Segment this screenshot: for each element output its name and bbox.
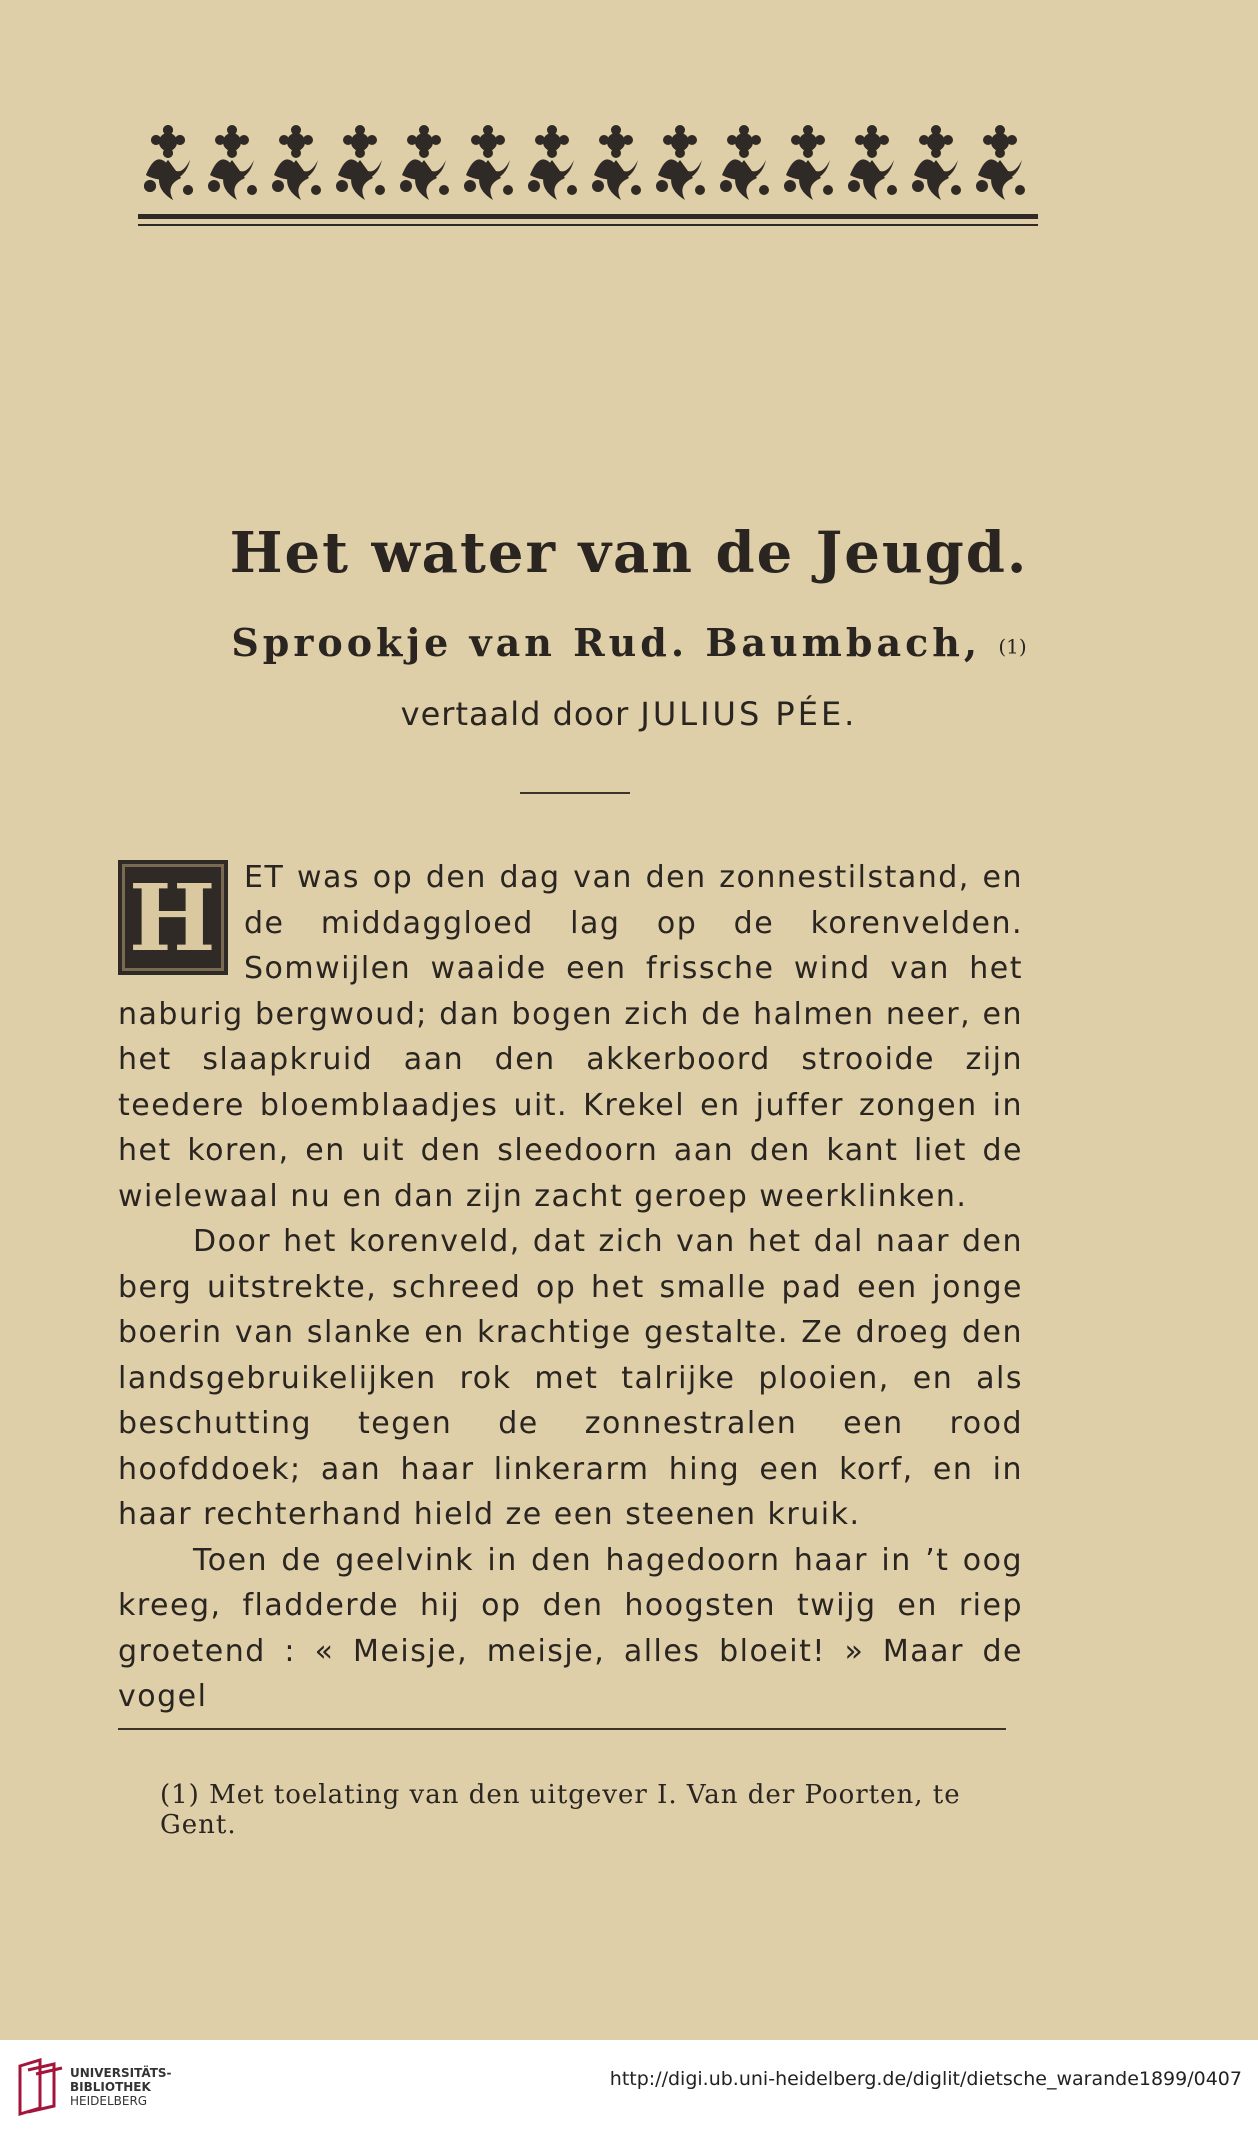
library-name: UNIVERSITÄTS- BIBLIOTHEK HEIDELBERG [70, 2066, 172, 2108]
footer-bar [0, 2040, 1258, 2130]
dropcap-initial: H [118, 860, 228, 975]
footnote-marker: (1) [998, 634, 1027, 659]
paragraph-1-text: ET was op den dag van den zonnestilstand, en de middaggloed lag op de korenvelden. Somwijlen waaide een frissche wind van het naburig bergwoud; dan bogen zich de halmen neer, en het slaapkruid aan den akkerboord strooide zijn teedere bloemblaadjes uit. Krekel en juffer zongen in het koren, en uit den sleedoorn aan den kant liet de wielewaal nu en dan zijn zacht geroep weerklinken. [118, 860, 1023, 1214]
translator-prefix: vertaald door [400, 695, 630, 733]
paragraph-2: Door het korenveld, dat zich van het dal naar den berg uitstrekte, schreed op het smalle pad een jonge boerin van slanke en krachtige gestalte. Ze droeg den landsgebruikelijken rok met talrijke plooien, en als beschutting tegen de zonnestralen een rood hoofddoek; aan haar linkerarm hing een korf, en in haar rechterhand hield ze een steenen kruik. [118, 1224, 1023, 1532]
footnote-rule [118, 1728, 1006, 1730]
paragraph-1 [118, 855, 1023, 1219]
translator-name: JULIUS PÉE. [640, 695, 858, 733]
university-library-logo-icon [14, 2058, 64, 2116]
article-subtitle [0, 620, 1258, 665]
floral-ornament-band [138, 120, 1038, 240]
article-body [118, 855, 1023, 1720]
source-url-link[interactable]: http://digi.ub.uni-heidelberg.de/diglit/dietsche_warande1899/0407 [609, 2068, 1242, 2090]
paragraph-3: Toen de geelvink in den hagedoorn haar in ’t oog kreeg, fladderde hij op den hoogsten twijg en riep groetend : « Meisje, meisje, alles bloeit! » Maar de vogel [118, 1542, 1023, 1714]
article-title: Het water van de Jeugd. [229, 520, 1029, 586]
separator-rule [520, 792, 630, 794]
translator-line [0, 695, 1258, 733]
footnote: (1) Met toelating van den uitgever I. Van der Poorten, te Gent. [160, 1780, 961, 1840]
subtitle-text: Sprookje van Rud. Baumbach, [231, 620, 982, 665]
